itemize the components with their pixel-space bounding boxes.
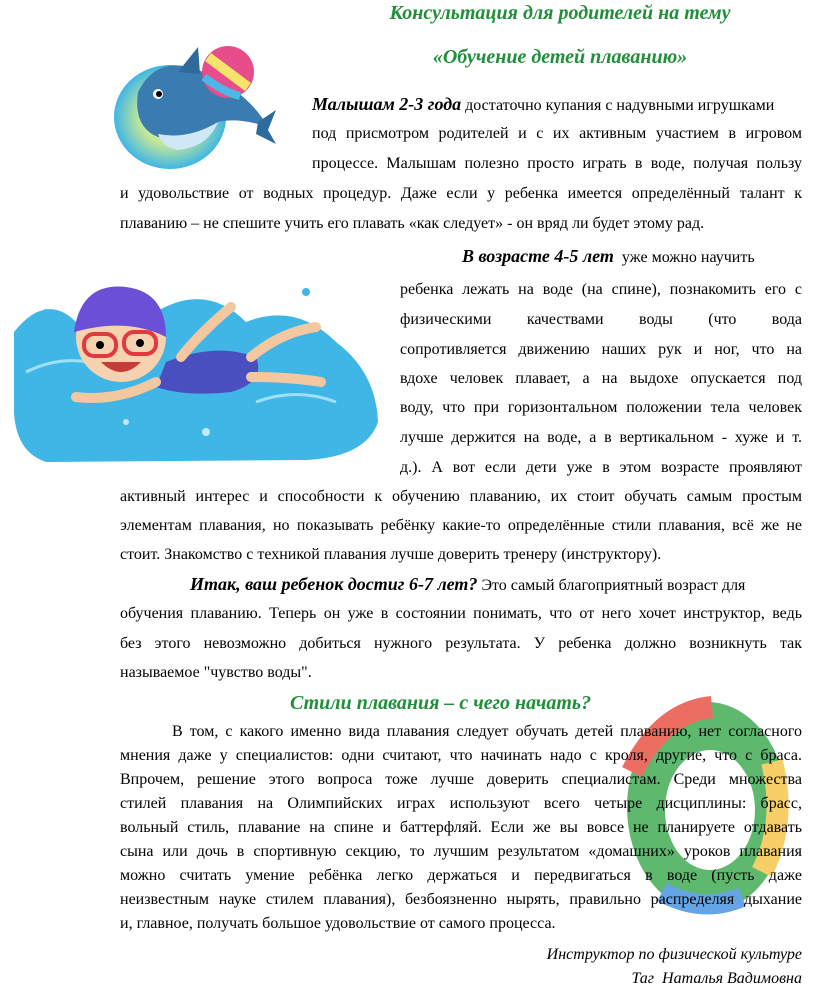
paragraph-line: можно считать умение ребёнка легко держаться и передвигаться в воде (пусть даже xyxy=(120,867,802,884)
age-2-3-lead: Малышам 2-3 года xyxy=(312,94,462,114)
paragraph-line: сопротивляется движению наших рук и ног, что на xyxy=(400,341,802,358)
age-6-7-lead: Итак, ваш ребенок достиг 6-7 лет? xyxy=(190,574,478,594)
paragraph-line: процессе. Малышам полезно просто играть в воде, получая пользу xyxy=(312,155,802,172)
paragraph-line: неизвестным науке стилем плавания), безбоязненно нырять, правильно распределяя дыхание xyxy=(120,891,802,908)
swimming-child-illustration xyxy=(6,252,386,472)
paragraph-line: элементам плавания, но показывать ребёнку какие-то определённые стили плавания, всё же не xyxy=(120,517,802,534)
paragraph-line: лучше держится на воде, а в вертикальном - хуже и т. xyxy=(400,429,802,446)
signature-role: Инструктор по физической культуре xyxy=(546,946,802,963)
paragraph-line: стилей плавания на Олимпийских играх используют всего четыре дисциплины: брасс, xyxy=(120,795,802,812)
paragraph-line: достаточно купания с надувными игрушками xyxy=(465,97,775,114)
paragraph-line: вольный стиль, плавание на спине и баттерфляй. Если же вы вовсе не планируете отдавать xyxy=(120,819,802,836)
paragraph-line: воду, что при горизонтальном положении тела человек xyxy=(400,399,802,416)
paragraph-line: д.). А вот если дети уже в этом возрасте проявляют xyxy=(400,459,802,476)
paragraph-line: сына или дочь в спортивную секцию, то лучшим результатом «домашних» уроков плавания xyxy=(120,843,802,860)
paragraph-line: и удовольствие от водных процедур. Даже если у ребенка имеется определённый талант к xyxy=(120,185,802,202)
paragraph-line: активный интерес и способности к обучению плаванию, их стоит обучать самым простым xyxy=(120,488,802,505)
section-heading-swim-styles: Стили плавания – с чего начать? xyxy=(290,692,592,714)
paragraph-line: В том, с какого именно вида плавания следует обучать детей плаванию, нет согласного xyxy=(172,723,802,740)
paragraph-line: уже можно научить xyxy=(621,249,755,266)
paragraph-line: и, главное, получать большое удовольствие от самого процесса. xyxy=(120,915,556,932)
paragraph-line: обучения плаванию. Теперь он уже в состоянии понимать, что от него хочет инструктор, ведь xyxy=(120,605,802,622)
paragraph-line: физическими качествами воды (что вода xyxy=(400,311,802,328)
paragraph-line: стоит. Знакомство с техникой плавания лучше доверить тренеру (инструктору). xyxy=(120,546,662,563)
paragraph-line: мнения даже у специалистов: одни считают, что начинать надо с кроля, другие, что с браса. xyxy=(120,747,802,764)
dolphin-illustration xyxy=(108,22,278,172)
paragraph-line: называемое "чувство воды". xyxy=(120,664,312,681)
paragraph-line: под присмотром родителей и с их активным участием в игровом xyxy=(312,125,802,142)
signature-name: Таг Наталья Вадимовна xyxy=(631,970,802,987)
paragraph-line: вдохе человек плавает, а на выдохе опускается под xyxy=(400,370,802,387)
paragraph-line: Это самый благоприятный возраст для xyxy=(481,577,746,594)
paragraph-line: плаванию – не спешите учить его плавать «как следует» - он вряд ли будет этому рад. xyxy=(120,215,705,232)
paragraph-line: без этого невозможно добиться нужного результата. У ребенка должно возникнуть так xyxy=(120,635,802,652)
paragraph-line: ребенка лежать на воде (на спине), познакомить его с xyxy=(400,281,802,298)
page-title-line1: Консультация для родителей на тему xyxy=(389,2,731,24)
paragraph-line: Впрочем, решение этого вопроса тоже лучше доверить специалистам. Среди множества xyxy=(120,771,802,788)
page-title-line2: «Обучение детей плаванию» xyxy=(432,46,688,68)
age-4-5-lead: В возрасте 4-5 лет xyxy=(462,246,614,266)
